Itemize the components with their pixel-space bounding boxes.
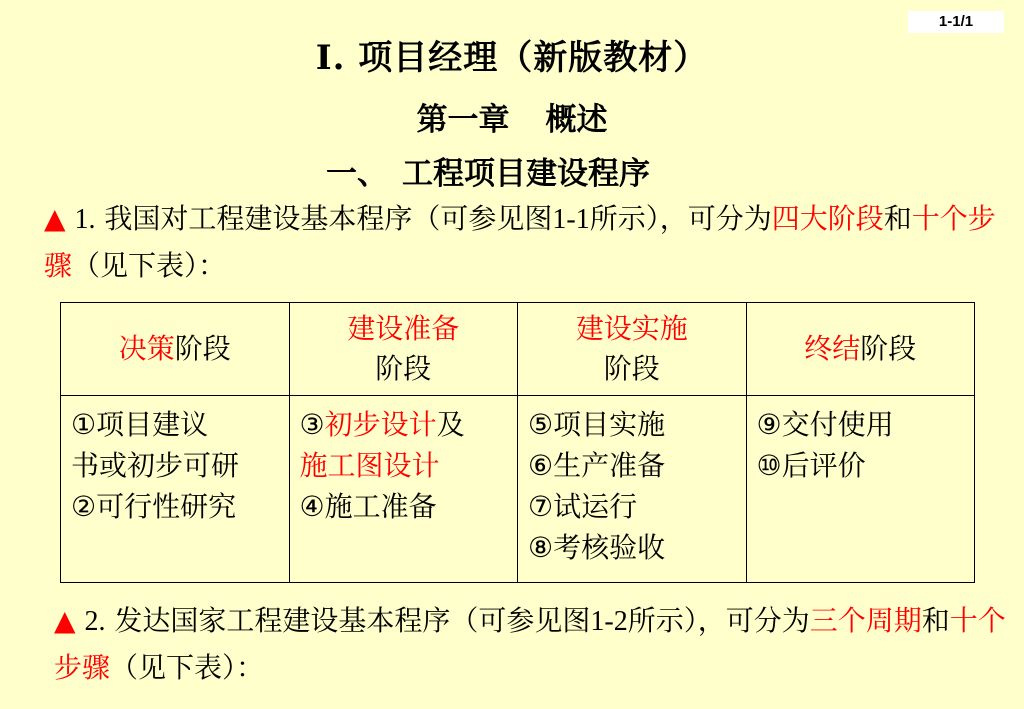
step-line: ⑨交付使用 <box>756 408 894 441</box>
step-line: ⑥生产准备 <box>528 449 666 482</box>
step-line: ⑩后评价 <box>756 449 866 482</box>
page-number: 1-1/1 <box>908 11 1004 33</box>
header-cell <box>746 303 975 396</box>
para-text-2: 所示），可分为 <box>627 604 810 637</box>
header-red: 建设实施 <box>575 312 688 345</box>
stages-table <box>60 302 975 583</box>
para-tail: （见下表）： <box>110 651 265 684</box>
conjunction: 和 <box>921 604 950 637</box>
step-line: ⑦试运行 <box>528 490 638 523</box>
item-number: 2. <box>84 606 106 637</box>
step-red: 初步设计 <box>324 408 437 441</box>
triangle-bullet-icon: ▲ <box>44 202 66 235</box>
chapter-number: 第一章 <box>416 102 510 138</box>
paragraph-1 <box>44 196 1004 289</box>
step-line <box>300 404 518 445</box>
step-line: ⑤项目实施 <box>528 408 666 441</box>
para-tail: （见下表）： <box>72 249 227 282</box>
step-line: ⑧考核验收 <box>528 531 666 564</box>
header-black: 阶段 <box>860 332 917 365</box>
header-cell <box>289 303 518 396</box>
figure-ref: 1-1 <box>552 204 590 235</box>
para-text: 我国对工程建设基本程序（可参见图 <box>104 202 553 235</box>
section-number: 一、 <box>326 156 388 192</box>
highlight-steps: 十个步骤 <box>44 202 996 282</box>
header-red: 终结 <box>804 332 861 365</box>
conjunction: 和 <box>883 202 912 235</box>
highlight-stages: 四大阶段 <box>771 202 884 235</box>
header-red: 决策 <box>118 332 175 365</box>
header-red: 建设准备 <box>347 312 460 345</box>
step-line: 书或初步可研 <box>71 449 240 482</box>
header-cell <box>61 303 290 396</box>
main-title: Ⅰ. 项目经理（新版教材） <box>315 38 709 78</box>
highlight-steps: 十个步骤 <box>54 604 1006 684</box>
chapter-title <box>0 94 1024 139</box>
table-row <box>61 396 975 583</box>
header-black: 阶段 <box>375 352 432 385</box>
item-number: 1. <box>74 204 96 235</box>
step-line: ④施工准备 <box>299 490 437 523</box>
table-header-row <box>61 303 975 396</box>
header-black: 阶段 <box>174 332 231 365</box>
step-marker: ③ <box>299 408 325 441</box>
figure-ref: 1-2 <box>590 606 628 637</box>
chapter-name: 概述 <box>545 102 608 138</box>
paragraph-2 <box>54 598 1014 691</box>
table-cell <box>746 396 975 583</box>
table-cell <box>61 396 290 583</box>
header-black: 阶段 <box>603 352 660 385</box>
table-cell <box>518 396 747 583</box>
header-cell <box>518 303 747 396</box>
step-line: ②可行性研究 <box>71 490 237 523</box>
step-line: ①项目建议 <box>71 408 209 441</box>
highlight-periods: 三个周期 <box>809 604 922 637</box>
step-conj: 及 <box>436 408 465 441</box>
section-title <box>326 148 650 193</box>
para-text: 发达国家工程建设基本程序（可参见图 <box>114 604 591 637</box>
step-line: 施工图设计 <box>299 449 440 482</box>
triangle-bullet-icon: ▲ <box>54 604 76 637</box>
section-name: 工程项目建设程序 <box>402 156 650 192</box>
para-text-2: 所示），可分为 <box>589 202 772 235</box>
table-cell <box>289 396 518 583</box>
